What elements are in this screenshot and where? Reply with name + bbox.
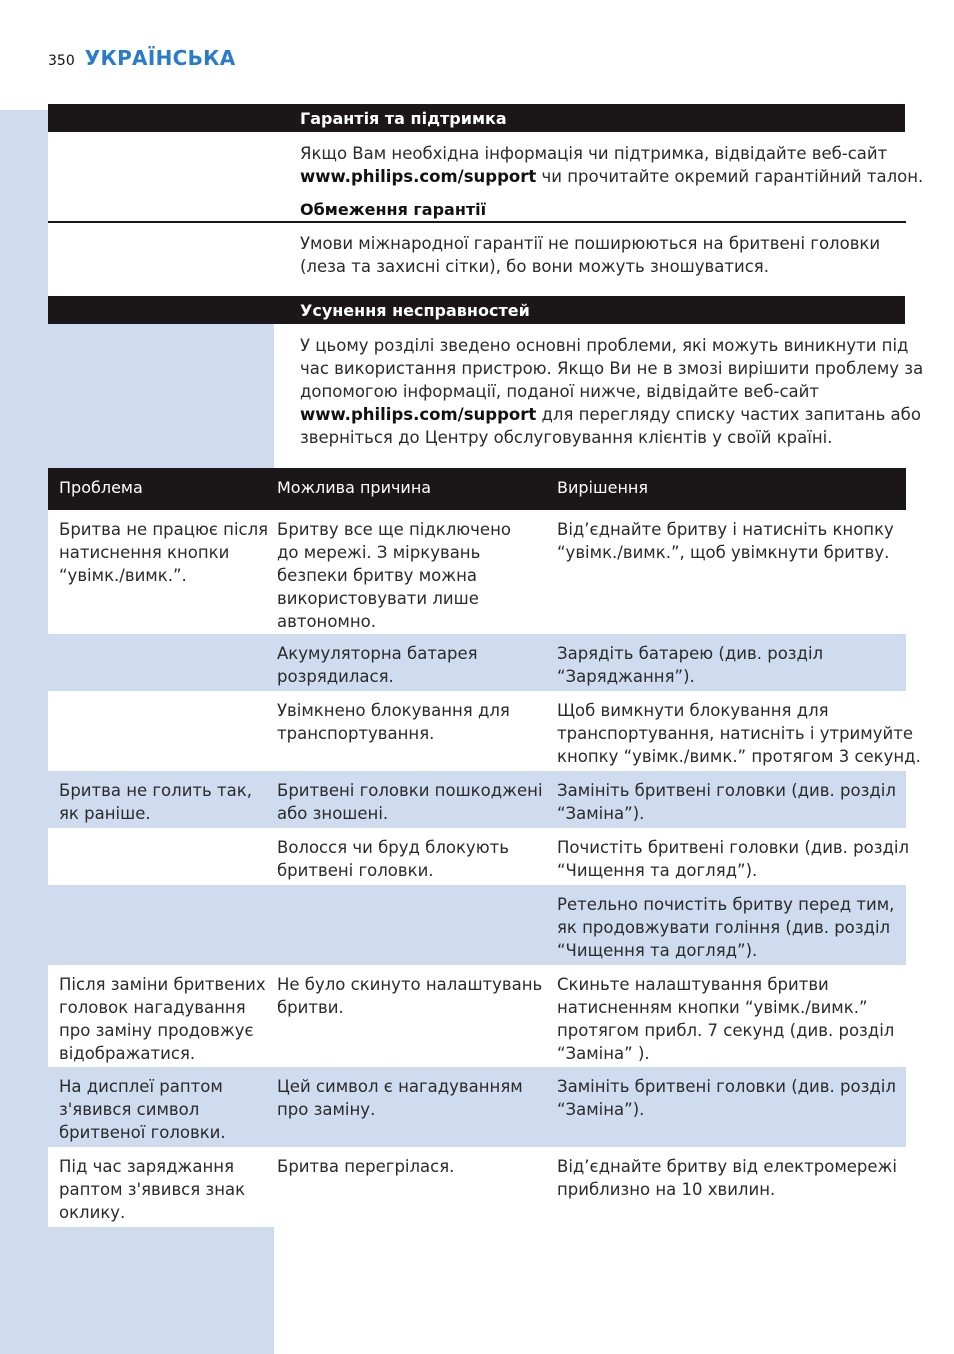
problem-cell: На дисплеї раптом з'явився символ бритвеної головки. — [59, 1077, 226, 1142]
cause-cell: Цей символ є нагадуванням про заміну. — [277, 1077, 523, 1119]
cause-cell: Не було скинуто налаштувань бритви. — [277, 975, 543, 1017]
language-title: УКРАЇНСЬКА — [84, 46, 236, 70]
table-row — [48, 828, 910, 885]
table-row — [48, 1067, 906, 1147]
limitations-title: Обмеження гарантії — [300, 200, 487, 219]
solution-cell: Від’єднайте бритву від електромережі приблизно на 10 хвилин. — [557, 1157, 897, 1199]
section-title-troubleshooting: Усунення несправностей — [300, 301, 530, 320]
limitations-text: Умови міжнародної гарантії не поширюються на бритвені головки (леза та захисні сітки), бо вони можуть зношуватися. — [300, 234, 881, 276]
table-row — [48, 771, 906, 828]
warranty-intro: Якщо Вам необхідна інформація чи підтримка, відвідайте веб-сайт www.philips.com/support чи прочитайте окремий гарантійний талон. — [300, 144, 924, 186]
problem-cell: Бритва не голить так, як раніше. — [59, 781, 252, 823]
cause-cell: Бритвені головки пошкоджені або зношені. — [277, 781, 543, 823]
solution-cell: Скиньте налаштування бритви натисненням кнопки “увімк./вимк.” протягом прибл. 7 секунд (див. розділ “Заміна” ). — [557, 975, 895, 1063]
cause-cell: Акумуляторна батарея розрядилася. — [277, 644, 478, 686]
table-row — [48, 965, 906, 1067]
solution-cell: Замініть бритвені головки (див. розділ “Заміна”). — [557, 781, 896, 823]
column-header-solution: Вирішення — [557, 478, 649, 497]
troubleshooting-intro: У цьому розділі зведено основні проблеми, які можуть виникнути під час використання пристрою. Якщо Ви не в змозі вирішити проблему за допомогою інформації, поданої нижче, відвідайте веб-сайт www.philips.com/support для перегляду списку частих запитань або зверніться до Центру обслуговування клієнтів у своїй країні. — [300, 336, 924, 447]
table-header — [48, 468, 906, 510]
table-row — [48, 691, 921, 771]
problem-cell: Після заміни бритвених головок нагадування про заміну продовжує відображатися. — [59, 975, 266, 1063]
solution-cell: Щоб вимкнути блокування для транспортування, натисніть і утримуйте кнопку “увімк./вимк.” протягом 3 секунд. — [557, 701, 921, 766]
table-row — [48, 885, 906, 965]
problem-cell: Бритва не працює після натиснення кнопки “увімк./вимк.”. — [59, 520, 269, 585]
solution-cell: Від’єднайте бритву і натисніть кнопку “увімк./вимк.”, щоб увімкнути бритву. — [557, 520, 894, 562]
section-bar-troubleshooting — [48, 296, 905, 324]
cause-cell: Волосся чи бруд блокують бритвені головки. — [277, 838, 509, 880]
cause-cell: Бритву все ще підключено до мережі. З міркувань безпеки бритву можна використовувати лише автономно. — [277, 520, 511, 631]
solution-cell: Ретельно почистіть бритву перед тим, як продовжувати гоління (див. розділ “Чищення та догляд”). — [557, 895, 895, 960]
support-link[interactable]: www.philips.com/support — [300, 405, 537, 424]
table-row — [48, 634, 906, 691]
solution-cell: Замініть бритвені головки (див. розділ “Заміна”). — [557, 1077, 896, 1119]
section-title-warranty: Гарантія та підтримка — [300, 109, 507, 128]
cause-cell: Увімкнено блокування для транспортування. — [277, 701, 510, 743]
support-link[interactable]: www.philips.com/support — [300, 167, 537, 186]
table-row — [48, 510, 906, 634]
page-number: 350 — [48, 53, 75, 69]
page-header — [48, 46, 236, 70]
white-spacer — [48, 223, 274, 296]
cause-cell: Бритва перегрілася. — [277, 1157, 455, 1176]
problem-cell: Під час заряджання раптом з'явився знак оклику. — [59, 1157, 246, 1222]
column-header-cause: Можлива причина — [277, 478, 432, 497]
white-spacer — [48, 132, 274, 222]
troubleshooting-table — [48, 468, 921, 1227]
table-row — [48, 1147, 906, 1227]
section-bar-warranty — [48, 104, 905, 132]
table-body — [48, 510, 921, 1227]
column-header-problem: Проблема — [59, 478, 143, 497]
solution-cell: Почистіть бритвені головки (див. розділ “Чищення та догляд”). — [557, 838, 910, 880]
solution-cell: Зарядіть батарею (див. розділ “Заряджання”). — [557, 644, 824, 686]
